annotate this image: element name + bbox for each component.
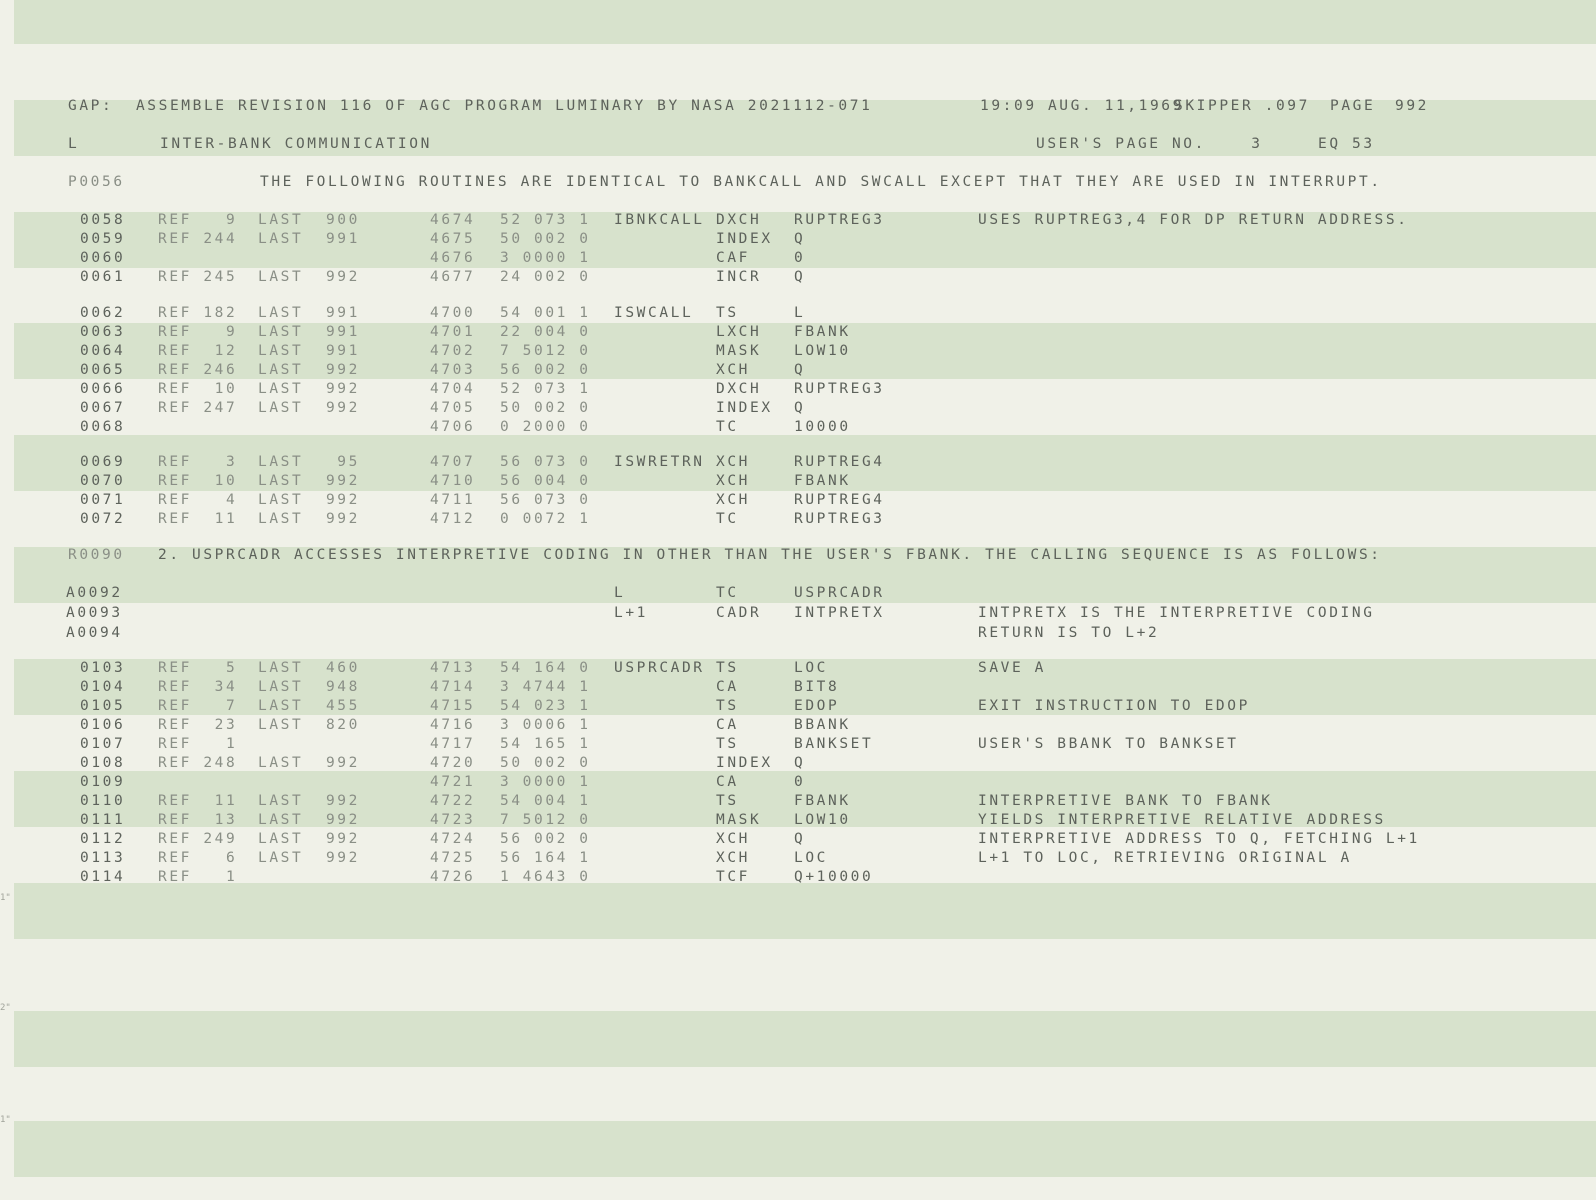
cell-operand: USPRCADR — [794, 585, 885, 601]
cell-line: 0114 — [80, 869, 126, 885]
cell-line: 0110 — [80, 793, 126, 809]
cell-addr: 4676 — [430, 250, 476, 266]
cell-ref: REF 6 — [158, 850, 238, 866]
cell-line: 0066 — [80, 381, 126, 397]
cell-line: 0104 — [80, 679, 126, 695]
cell-ref: REF 245 — [158, 269, 238, 285]
cell-code: 3 0000 1 — [500, 250, 591, 266]
cell-op: LXCH — [716, 324, 762, 340]
cell-last: LAST 991 — [258, 231, 360, 247]
cell-op: MASK — [716, 343, 762, 359]
cell-last: LAST 992 — [258, 755, 360, 771]
cell-addr: 4715 — [430, 698, 476, 714]
cell-code: 56 004 0 — [500, 473, 591, 489]
cell-addr: 4702 — [430, 343, 476, 359]
cell-addr: 4723 — [430, 812, 476, 828]
cell-op: XCH — [716, 473, 750, 489]
cell-line: 0061 — [80, 269, 126, 285]
cell-ref: REF 1 — [158, 869, 238, 885]
cell-op: TS — [716, 793, 739, 809]
page-label: PAGE — [1330, 98, 1376, 114]
line-number: R0090 — [68, 547, 125, 563]
cell-addr: 4703 — [430, 362, 476, 378]
cell-line: 0106 — [80, 717, 126, 733]
cell-op: XCH — [716, 492, 750, 508]
comment-line — [0, 545, 1382, 565]
cell-line: 0067 — [80, 400, 126, 416]
page-number: 992 — [1395, 98, 1429, 114]
cell-operand: EDOP — [794, 698, 840, 714]
cell-line: A0094 — [66, 625, 123, 641]
cell-addr: 4711 — [430, 492, 476, 508]
cell-code: 0 0072 1 — [500, 511, 591, 527]
cell-addr: 4706 — [430, 419, 476, 435]
cell-ref: REF 182 — [158, 305, 238, 321]
cell-op: TC — [716, 419, 739, 435]
cell-operand: RUPTREG3 — [794, 212, 885, 228]
cell-addr: 4675 — [430, 231, 476, 247]
cell-comment: RETURN IS TO L+2 — [978, 625, 1160, 641]
cell-op: TC — [716, 511, 739, 527]
cell-code: 0 2000 0 — [500, 419, 591, 435]
cell-operand: RUPTREG4 — [794, 454, 885, 470]
cell-comment: USER'S BBANK TO BANKSET — [978, 736, 1239, 752]
margin-mark: 1" — [0, 893, 11, 903]
cell-ref: REF 244 — [158, 231, 238, 247]
cell-op: INDEX — [716, 755, 773, 771]
cell-line: 0060 — [80, 250, 126, 266]
assembly-title: GAP: ASSEMBLE REVISION 116 OF AGC PROGRAM LUMINARY BY NASA 2021112-071 — [68, 98, 873, 114]
cell-line: A0093 — [66, 605, 123, 621]
assembly-datetime: 19:09 AUG. 11,1969 — [980, 98, 1184, 114]
cell-addr: 4725 — [430, 850, 476, 866]
cell-ref: REF 10 — [158, 473, 238, 489]
cell-operand: BBANK — [794, 717, 851, 733]
cell-last: LAST 948 — [258, 679, 360, 695]
comment-text: THE FOLLOWING ROUTINES ARE IDENTICAL TO BANKCALL AND SWCALL EXCEPT THAT THEY ARE USED IN INTERRUPT. — [260, 174, 1382, 190]
cell-ref: REF 3 — [158, 454, 238, 470]
cell-ref: REF 246 — [158, 362, 238, 378]
cell-last: LAST 992 — [258, 381, 360, 397]
cell-last: LAST 95 — [258, 454, 360, 470]
cell-code: 50 002 0 — [500, 400, 591, 416]
cell-ref: REF 9 — [158, 212, 238, 228]
cell-operand: Q — [794, 831, 806, 847]
cell-ref: REF 10 — [158, 381, 238, 397]
cell-code: 54 004 1 — [500, 793, 591, 809]
margin-mark: 2" — [0, 1003, 11, 1013]
cell-code: 22 004 0 — [500, 324, 591, 340]
cell-ref: REF 248 — [158, 755, 238, 771]
cell-code: 54 165 1 — [500, 736, 591, 752]
cell-operand: LOW10 — [794, 812, 851, 828]
cell-line: 0070 — [80, 473, 126, 489]
cell-line: 0068 — [80, 419, 126, 435]
cell-op: TS — [716, 698, 739, 714]
cell-last: LAST 991 — [258, 324, 360, 340]
cell-operand: INTPRETX — [794, 605, 885, 621]
cell-line: 0105 — [80, 698, 126, 714]
margin-mark: 1" — [0, 1115, 11, 1125]
cell-operand: RUPTREG3 — [794, 381, 885, 397]
cell-ref: REF 1 — [158, 736, 238, 752]
cell-last: LAST 992 — [258, 473, 360, 489]
cell-op: XCH — [716, 362, 750, 378]
cell-operand: LOW10 — [794, 343, 851, 359]
cell-last: LAST 991 — [258, 305, 360, 321]
cell-addr: 4726 — [430, 869, 476, 885]
cell-addr: 4722 — [430, 793, 476, 809]
cell-code: 56 002 0 — [500, 831, 591, 847]
cell-last: LAST 992 — [258, 850, 360, 866]
cell-code: 50 002 0 — [500, 231, 591, 247]
cell-addr: 4700 — [430, 305, 476, 321]
cell-last: LAST 992 — [258, 831, 360, 847]
cell-addr: 4712 — [430, 511, 476, 527]
cell-operand: 10000 — [794, 419, 851, 435]
cell-operand: RUPTREG4 — [794, 492, 885, 508]
cell-line: A0092 — [66, 585, 123, 601]
cell-operand: Q — [794, 400, 806, 416]
cell-op: TS — [716, 736, 739, 752]
cell-operand: Q — [794, 269, 806, 285]
cell-code: 52 073 1 — [500, 212, 591, 228]
cell-operand: LOC — [794, 850, 828, 866]
cell-addr: 4716 — [430, 717, 476, 733]
cell-operand: 0 — [794, 250, 806, 266]
cell-operand: Q — [794, 755, 806, 771]
cell-line: 0064 — [80, 343, 126, 359]
cell-line: 0062 — [80, 305, 126, 321]
cell-ref: REF 23 — [158, 717, 238, 733]
cell-last: LAST 992 — [258, 793, 360, 809]
cell-addr: 4724 — [430, 831, 476, 847]
cell-code: 3 4744 1 — [500, 679, 591, 695]
cell-op: INDEX — [716, 400, 773, 416]
cell-op: INDEX — [716, 231, 773, 247]
cell-label: ISWRETRN — [614, 454, 705, 470]
cell-code: 1 4643 0 — [500, 869, 591, 885]
cell-op: DXCH — [716, 381, 762, 397]
cell-code: 3 0000 1 — [500, 774, 591, 790]
cell-ref: REF 4 — [158, 492, 238, 508]
cell-addr: 4721 — [430, 774, 476, 790]
line-number: P0056 — [68, 174, 125, 190]
cell-last: LAST 900 — [258, 212, 360, 228]
cell-op: TS — [716, 660, 739, 676]
cell-operand: FBANK — [794, 324, 851, 340]
cell-last: LAST 992 — [258, 511, 360, 527]
cell-label: ISWCALL — [614, 305, 694, 321]
cell-operand: FBANK — [794, 793, 851, 809]
cell-label: IBNKCALL — [614, 212, 705, 228]
cell-operand: BANKSET — [794, 736, 874, 752]
cell-line: 0069 — [80, 454, 126, 470]
cell-code: 56 002 0 — [500, 362, 591, 378]
cell-operand: Q — [794, 231, 806, 247]
eq-label: EQ 53 — [1318, 136, 1375, 152]
cell-op: XCH — [716, 831, 750, 847]
cell-comment: INTERPRETIVE BANK TO FBANK — [978, 793, 1273, 809]
cell-last: LAST 991 — [258, 343, 360, 359]
cell-op: DXCH — [716, 212, 762, 228]
cell-ref: REF 11 — [158, 511, 238, 527]
cell-line: 0072 — [80, 511, 126, 527]
cell-label: L — [614, 585, 626, 601]
cell-last: LAST 820 — [258, 717, 360, 733]
cell-op: TC — [716, 585, 739, 601]
cell-code: 54 164 0 — [500, 660, 591, 676]
cell-comment: EXIT INSTRUCTION TO EDOP — [978, 698, 1250, 714]
cell-line: 0059 — [80, 231, 126, 247]
cell-line: 0113 — [80, 850, 126, 866]
cell-ref: REF 5 — [158, 660, 238, 676]
cell-operand: RUPTREG3 — [794, 511, 885, 527]
cell-op: CADR — [716, 605, 762, 621]
cell-op: CAF — [716, 250, 750, 266]
cell-operand: Q — [794, 362, 806, 378]
cell-comment: INTERPRETIVE ADDRESS TO Q, FETCHING L+1 — [978, 831, 1420, 847]
cell-ref: REF 7 — [158, 698, 238, 714]
cell-addr: 4707 — [430, 454, 476, 470]
users-page-number: USER'S PAGE NO. 3 — [1036, 136, 1263, 152]
cell-operand: LOC — [794, 660, 828, 676]
cell-addr: 4714 — [430, 679, 476, 695]
cell-operand: FBANK — [794, 473, 851, 489]
cell-last: LAST 992 — [258, 492, 360, 508]
cell-label: L+1 — [614, 605, 648, 621]
cell-op: CA — [716, 679, 739, 695]
section-title: INTER-BANK COMMUNICATION — [160, 136, 432, 152]
cell-line: 0111 — [80, 812, 126, 828]
cell-label: USPRCADR — [614, 660, 705, 676]
cell-line: 0109 — [80, 774, 126, 790]
cell-operand: BIT8 — [794, 679, 840, 695]
cell-last: LAST 992 — [258, 269, 360, 285]
comment-line — [0, 172, 1382, 192]
cell-op: TS — [716, 305, 739, 321]
cell-comment: SAVE A — [978, 660, 1046, 676]
cell-comment: INTPRETX IS THE INTERPRETIVE CODING — [978, 605, 1375, 621]
cell-op: MASK — [716, 812, 762, 828]
cell-ref: REF 34 — [158, 679, 238, 695]
cell-ref: REF 12 — [158, 343, 238, 359]
cell-line: 0058 — [80, 212, 126, 228]
cell-last: LAST 992 — [258, 400, 360, 416]
cell-operand: 0 — [794, 774, 806, 790]
cell-ref: REF 11 — [158, 793, 238, 809]
cell-code: 24 002 0 — [500, 269, 591, 285]
cell-comment: YIELDS INTERPRETIVE RELATIVE ADDRESS — [978, 812, 1386, 828]
cell-last: LAST 455 — [258, 698, 360, 714]
cell-addr: 4705 — [430, 400, 476, 416]
cell-addr: 4674 — [430, 212, 476, 228]
cell-code: 52 073 1 — [500, 381, 591, 397]
cell-line: 0108 — [80, 755, 126, 771]
cell-code: 54 001 1 — [500, 305, 591, 321]
comment-text: 2. USPRCADR ACCESSES INTERPRETIVE CODING IN OTHER THAN THE USER'S FBANK. THE CALLING SEQUENCE IS AS FOLLOWS: — [158, 547, 1382, 563]
cell-code: 50 002 0 — [500, 755, 591, 771]
cell-ref: REF 249 — [158, 831, 238, 847]
cell-code: 56 073 0 — [500, 454, 591, 470]
cell-addr: 4704 — [430, 381, 476, 397]
section-line — [0, 134, 1375, 154]
cell-last: LAST 992 — [258, 362, 360, 378]
cell-ref: REF 247 — [158, 400, 238, 416]
log-marker: L — [68, 136, 80, 152]
cell-line: 0063 — [80, 324, 126, 340]
cell-line: 0107 — [80, 736, 126, 752]
cell-code: 7 5012 0 — [500, 343, 591, 359]
cell-operand: Q+10000 — [794, 869, 874, 885]
cell-code: 56 164 1 — [500, 850, 591, 866]
cell-op: CA — [716, 717, 739, 733]
cell-addr: 4720 — [430, 755, 476, 771]
cell-line: 0071 — [80, 492, 126, 508]
cell-addr: 4677 — [430, 269, 476, 285]
cell-comment: L+1 TO LOC, RETRIEVING ORIGINAL A — [978, 850, 1352, 866]
header-line — [0, 96, 1429, 116]
cell-code: 7 5012 0 — [500, 812, 591, 828]
skipper-label: SKIPPER .097 — [1174, 98, 1310, 114]
cell-op: CA — [716, 774, 739, 790]
cell-operand: L — [794, 305, 806, 321]
cell-op: TCF — [716, 869, 750, 885]
cell-last: LAST 460 — [258, 660, 360, 676]
cell-code: 54 023 1 — [500, 698, 591, 714]
cell-last: LAST 992 — [258, 812, 360, 828]
cell-ref: REF 9 — [158, 324, 238, 340]
cell-code: 3 0006 1 — [500, 717, 591, 733]
cell-code: 56 073 0 — [500, 492, 591, 508]
cell-addr: 4710 — [430, 473, 476, 489]
cell-addr: 4713 — [430, 660, 476, 676]
cell-addr: 4717 — [430, 736, 476, 752]
cell-comment: USES RUPTREG3,4 FOR DP RETURN ADDRESS. — [978, 212, 1409, 228]
cell-op: XCH — [716, 850, 750, 866]
cell-op: INCR — [716, 269, 762, 285]
cell-op: XCH — [716, 454, 750, 470]
cell-ref: REF 13 — [158, 812, 238, 828]
cell-line: 0112 — [80, 831, 126, 847]
cell-line: 0103 — [80, 660, 126, 676]
cell-addr: 4701 — [430, 324, 476, 340]
cell-line: 0065 — [80, 362, 126, 378]
